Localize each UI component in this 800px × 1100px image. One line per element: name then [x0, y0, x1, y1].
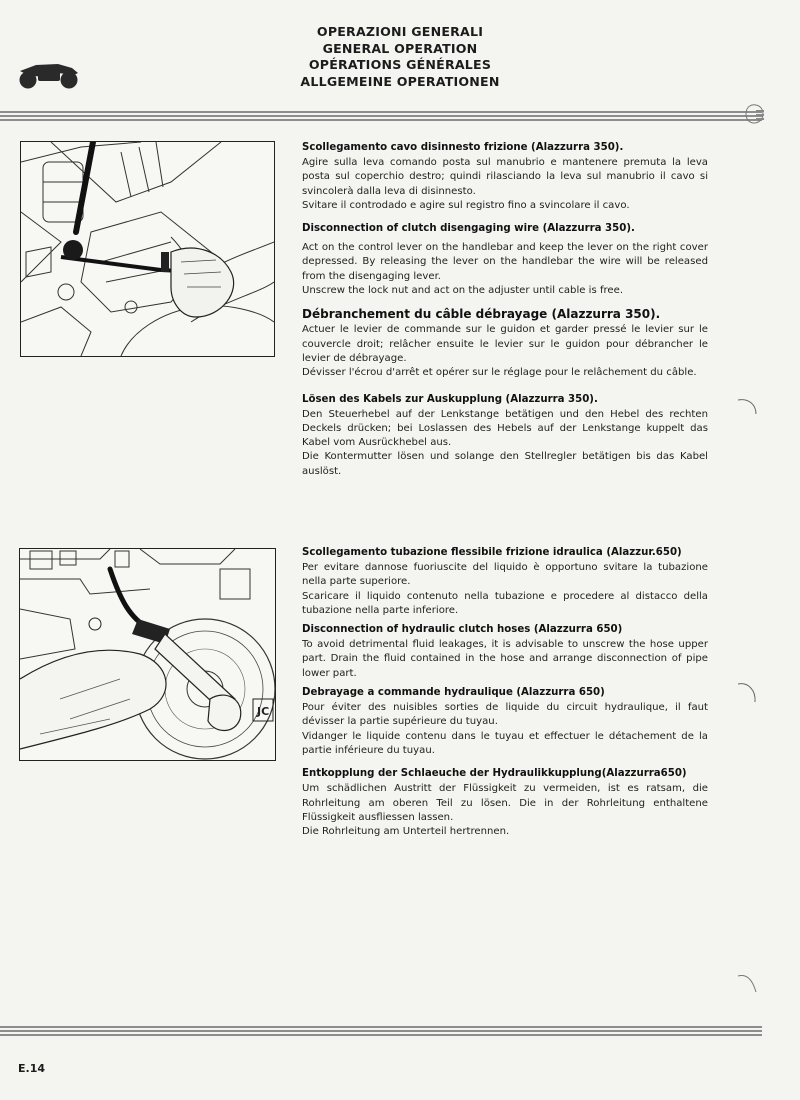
body-line: Um schädlichen Austritt der Flüssigkeit zu vermeiden, ist es ratsam, die Rohrleitung am oberen Teil zu lösen. Die in der Rohrleitung enthaltene Flüssigkeit ausfliessen lassen.	[302, 783, 708, 823]
section-body	[302, 561, 708, 618]
figure-clutch-cable-illustration	[20, 141, 275, 357]
body-line: Agire sulla leva comando posta sul manubrio e mantenere premuta la leva posta sul coperchio destro; quindi rilasciando la leva sul manubrio il cavo si svincolerà dalla leva di disinnesto.	[302, 157, 708, 197]
body-line: Die Kontermutter lösen und solange den Stellregler betätigen bis das Kabel auslöst.	[302, 451, 708, 477]
page-header-titles	[0, 24, 800, 90]
body-line: Dévisser l'écrou d'arrêt et opérer sur le réglage pour le relâchement du câble.	[302, 367, 697, 379]
section-body	[302, 782, 708, 839]
body-line: Act on the control lever on the handlebar and keep the lever on the right cover depressed. By releasing the lever on the handlebar the wire will be released from the disengaging lever.	[302, 242, 708, 282]
header-title-it: OPERAZIONI GENERALI	[316, 24, 484, 39]
section-en-650	[302, 623, 708, 681]
binding-hole-mark-icon	[736, 680, 760, 712]
text-column-350	[302, 141, 708, 479]
body-line: Den Steuerhebel auf der Lenkstange betätigen und den Hebel des rechten Deckels drücken; bei Loslassen des Hebels auf der Lenkstange kuppelt das Kabel vom Ausrückhebel aus.	[302, 408, 708, 449]
body-line: Actuer le levier de commande sur le guidon et garder pressé le levier sur le couvercle droit; relâcher ensuite le levier sur le guidon pour débrancher le levier de débrayage.	[302, 324, 708, 364]
figure-label: JC	[257, 705, 270, 718]
section-title: Entkopplung der Schlaeuche der Hydraulikkupplung(Alazzurra650)	[302, 768, 687, 780]
body-line: Scaricare il liquido contenuto nella tubazione e procedere al distacco della tubazione nella parte inferiore.	[302, 590, 708, 616]
binding-hole-mark-icon	[736, 968, 760, 1000]
section-body	[302, 323, 708, 380]
section-title: Débranchement du câble débrayage (Alazzurra 350).	[302, 307, 661, 322]
body-line: Per evitare dannose fuoriuscite del liquido è opportuno svitare la tubazione nella parte superiore.	[302, 562, 708, 588]
footer-divider-stripes	[0, 1026, 762, 1038]
header-title-fr: OPÉRATIONS GÉNÉRALES	[308, 57, 492, 72]
header-title-de: ALLGEMEINE OPERATIONEN	[300, 73, 500, 89]
section-fr-350	[302, 307, 708, 380]
section-body	[302, 156, 708, 213]
section-body	[302, 408, 708, 479]
section-fr-650	[302, 686, 708, 758]
section-it-650	[302, 546, 708, 618]
section-title: Scollegamento cavo disinnesto frizione (Alazzurra 350).	[302, 142, 624, 153]
header-title-en: GENERAL OPERATION	[322, 40, 478, 56]
section-title: Disconnection of hydraulic clutch hoses (Alazzurra 650)	[302, 624, 623, 636]
header-divider-stripes	[0, 111, 762, 123]
section-title: Disconnection of clutch disengaging wire (Alazzurra 350).	[302, 223, 635, 235]
section-de-650	[302, 767, 708, 839]
page-tab-marker-icon	[744, 103, 764, 125]
hydraulic-clutch-drawing	[20, 549, 275, 760]
figure-hydraulic-clutch-illustration	[19, 548, 276, 761]
binding-hole-mark-icon	[736, 394, 760, 426]
body-line: Die Rohrleitung am Unterteil hertrennen.	[302, 826, 510, 838]
section-body	[302, 638, 708, 681]
motorcycle-logo-icon	[14, 55, 84, 95]
section-title: Debrayage a commande hydraulique (Alazzurra 650)	[302, 687, 605, 699]
section-it-350	[302, 141, 708, 213]
section-body	[302, 241, 708, 298]
section-de-350	[302, 393, 708, 479]
section-en-350	[302, 222, 708, 298]
body-line: Vidanger le liquide contenu dans le tuyau et effectuer le détachement de la partie inférieure du tuyau.	[302, 730, 708, 756]
text-column-650	[302, 546, 708, 839]
body-line: Unscrew the lock nut and act on the adjuster until cable is free.	[302, 285, 624, 297]
body-line: Svitare il controdado e agire sul registro fino a svincolare il cavo.	[302, 199, 630, 211]
clutch-cable-drawing	[21, 142, 274, 356]
section-title: Scollegamento tubazione flessibile frizione idraulica (Alazzur.650)	[302, 547, 682, 558]
body-line: Pour éviter des nuisibles sorties de liquide du circuit hydraulique, il faut dévisser la partie supérieure du tuyau.	[302, 702, 708, 728]
section-title: Lösen des Kabels zur Auskupplung (Alazzurra 350).	[302, 393, 598, 405]
page-number: E.14	[18, 1062, 46, 1075]
section-body	[302, 701, 708, 758]
body-line: To avoid detrimental fluid leakages, it is advisable to unscrew the hose upper part. Drain the fluid contained in the hose and arrange disconnection of pipe lower part.	[302, 639, 708, 679]
